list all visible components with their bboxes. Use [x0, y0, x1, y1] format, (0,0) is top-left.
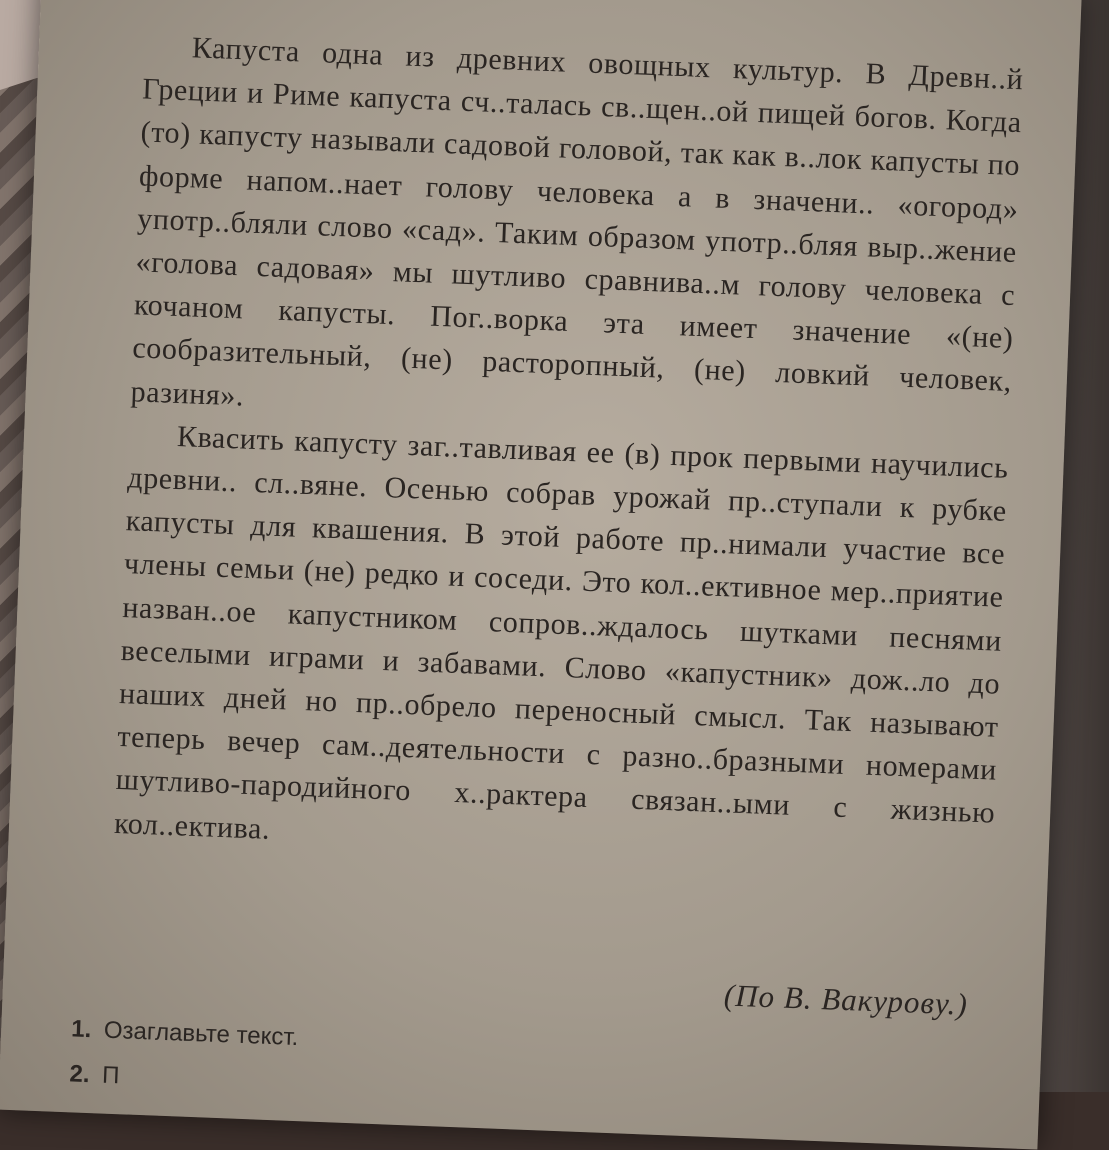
task-item-1 — [71, 1015, 299, 1052]
task-number: 1. — [70, 1015, 92, 1044]
paragraph-1: Капуста одна из древних овощных культур. В Древн..й Греции и Риме капуста сч..талась св..щен..ой пищей богов. Когда (то) капусту называли садовой головой, так как в..лок капусты по форме напом..нает голову человека а в значени.. «огород» употр..бляли слово «сад». Таким образом употр..бляя выр..жение «голова садовая» мы шутливо сравнива..м голову человека с кочаном капусты. Пог..ворка эта имеет значение «(не) сообразительный, (не) расторопный, (не) ловкий человек, разиня». — [130, 31, 1025, 413]
task-item-2 — [69, 1060, 120, 1090]
paragraph-2: Квасить капусту заг..тавливая ее (в) прок первыми научились древни.. сл..вяне. Осенью собрав урожай пр..ступали к рубке капусты для квашения. В этой работе пр..нимали участие все члены семьи (не) редко и соседи. Это кол..ективное мер..приятие назван..ое капустником сопров..ждалось шутками песнями веселыми играми и забавами. Слово «капустник» дож..ло до наших дней но пр..обрело переносный смысл. Так называют теперь вечер сам..деятельности с разно..бразными номерами шутливо-пародийного х..рактера связан..ыми с жизнью кол..ектива. — [113, 419, 1010, 846]
task-text: П — [101, 1061, 120, 1090]
source-attribution: (По В. Вакурову.) — [723, 977, 969, 1022]
task-text: Озаглавьте текст. — [103, 1016, 299, 1052]
task-number: 2. — [69, 1060, 91, 1089]
exercise-text — [113, 24, 1024, 878]
